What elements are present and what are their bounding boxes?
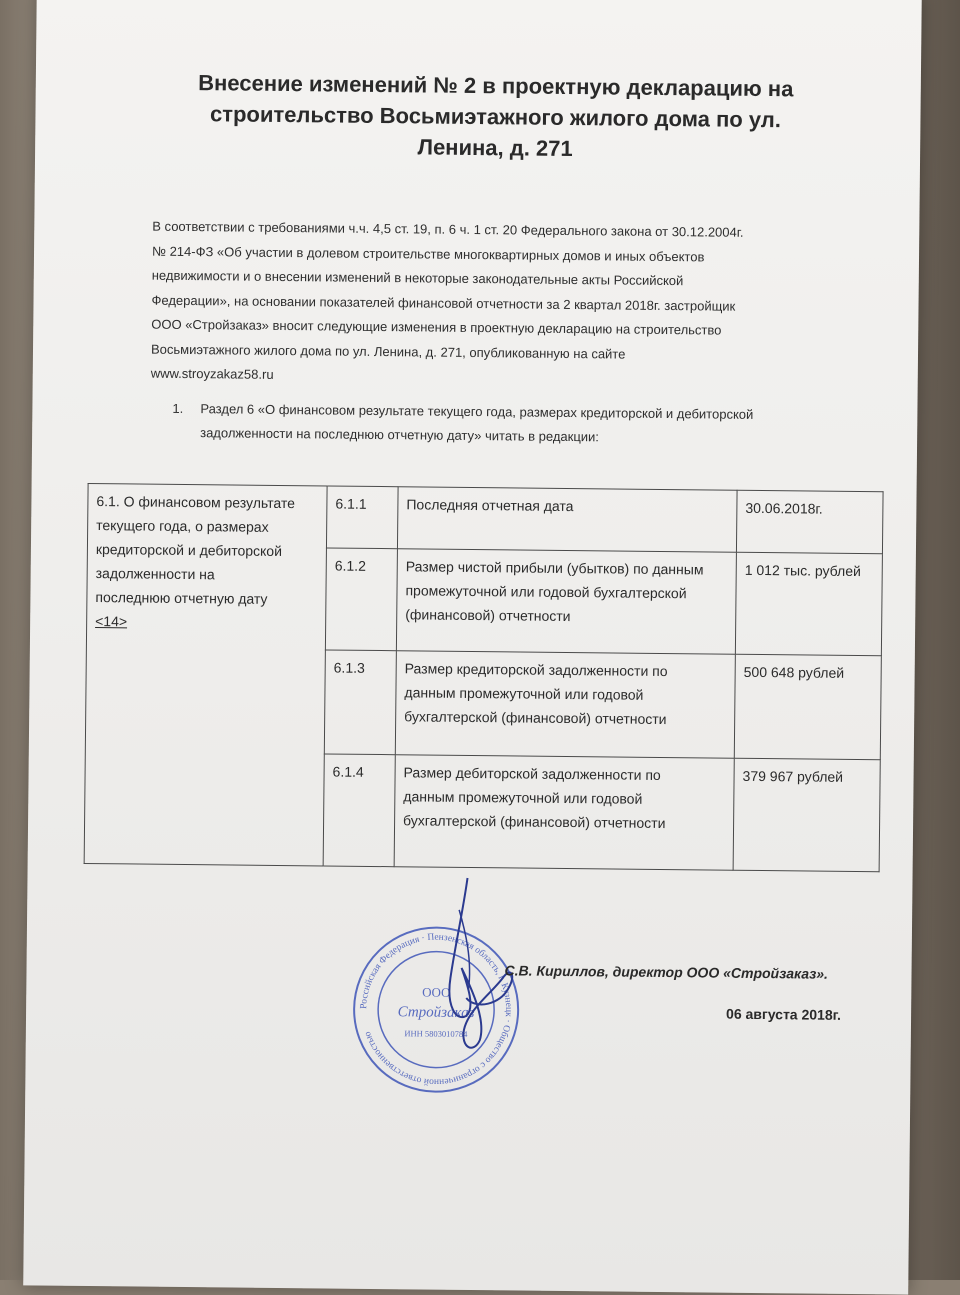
intro-line: ООО «Стройзаказ» вносит следующие изменения в проектную декларацию на строительство xyxy=(151,316,722,338)
row-value: 500 648 рублей xyxy=(734,654,881,760)
desc-line: (финансовой) отчетности xyxy=(405,606,571,625)
desc-line: данным промежуточной или годовой xyxy=(403,788,643,807)
item-line: Раздел 6 «О финансовом результате текущего года, размерах кредиторской и дебиторской xyxy=(200,401,754,422)
item-text xyxy=(200,397,860,452)
signature-text: С.В. Кириллов, директор ООО «Стройзаказ». xyxy=(504,962,829,982)
document-date: 06 августа 2018г. xyxy=(726,1005,842,1023)
website-text: www.stroyzakaz58.ru xyxy=(150,365,274,382)
section-line: последнюю отчетную дату xyxy=(95,589,268,607)
paper-sheet xyxy=(23,0,922,1295)
row-code: 6.1.2 xyxy=(325,548,397,651)
desc-line: Размер чистой прибыли (убытков) по данным xyxy=(405,558,704,578)
desc-line: Размер кредиторской задолженности по xyxy=(404,660,668,680)
intro-paragraph xyxy=(151,215,853,394)
document-title xyxy=(155,67,836,167)
desc-line: промежуточной или годовой бухгалтерской xyxy=(405,582,687,602)
title-line: Ленина, д. 271 xyxy=(417,134,573,162)
stamp-center-line2: Стройзаказ xyxy=(397,1004,475,1022)
row-description xyxy=(394,755,734,871)
intro-line: Федерации», на основании показателей финансовой отчетности за 2 квартал 2018г. застройщик xyxy=(151,292,736,314)
title-line: строительство Восьмиэтажного жилого дома по ул. xyxy=(209,101,782,133)
row-description xyxy=(397,487,737,553)
stamp-outer-text-path: Российская Федерация · Пензенская область, г. Кузнецк · Общество с ограниченной ответственностью xyxy=(359,932,514,1087)
financial-table xyxy=(84,483,884,872)
intro-line: недвижимости и о внесении изменений в некоторые законодательные акты Российской xyxy=(151,267,684,289)
section-line: задолженности на xyxy=(95,565,215,583)
section-line: текущего года, о размерах xyxy=(96,517,269,535)
row-description xyxy=(395,651,735,759)
desc-line: данным промежуточной или годовой xyxy=(404,684,644,703)
footnote-ref-link[interactable]: <14> xyxy=(95,613,128,630)
section-line: 6.1. О финансовом результате xyxy=(96,493,296,512)
item-line: задолженности на последнюю отчетную дату» читать в редакции: xyxy=(200,425,600,445)
row-code: 6.1.1 xyxy=(326,486,398,549)
intro-line: Восьмиэтажного жилого дома по ул. Ленина, д. 271, опубликованную на сайте xyxy=(150,341,626,362)
title-line: Внесение изменений № 2 в проектную декларацию на xyxy=(198,70,794,102)
desc-line: Размер дебиторской задолженности по xyxy=(403,764,661,783)
desc-line: бухгалтерской (финансовой) отчетности xyxy=(403,812,666,832)
row-value: 1 012 тыс. рублей xyxy=(735,552,882,656)
intro-line: № 214-ФЗ «Об участии в долевом строительстве многоквартирных домов и иных объектов xyxy=(151,243,705,264)
row-value: 379 967 рублей xyxy=(733,758,880,872)
desc-line: бухгалтерской (финансовой) отчетности xyxy=(404,708,667,728)
table-row xyxy=(87,483,883,553)
stamp-inn: ИНН 5803010784 xyxy=(404,1028,468,1039)
row-value: 30.06.2018г. xyxy=(736,490,883,554)
numbered-item xyxy=(172,397,863,445)
row-code: 6.1.4 xyxy=(323,754,395,867)
stamp-center-line1: ООО xyxy=(422,984,451,1000)
section-line: кредиторской и дебиторской xyxy=(95,541,283,559)
section-cell xyxy=(84,483,327,865)
item-number: 1. xyxy=(172,400,184,416)
desc-line: Последняя отчетная дата xyxy=(406,496,574,515)
row-description xyxy=(396,549,736,655)
intro-line: В соответствии с требованиями ч.ч. 4,5 ст. 19, п. 6 ч. 1 ст. 20 Федерального закона от 30.12.2004г. xyxy=(152,218,744,240)
row-code: 6.1.3 xyxy=(324,650,396,755)
